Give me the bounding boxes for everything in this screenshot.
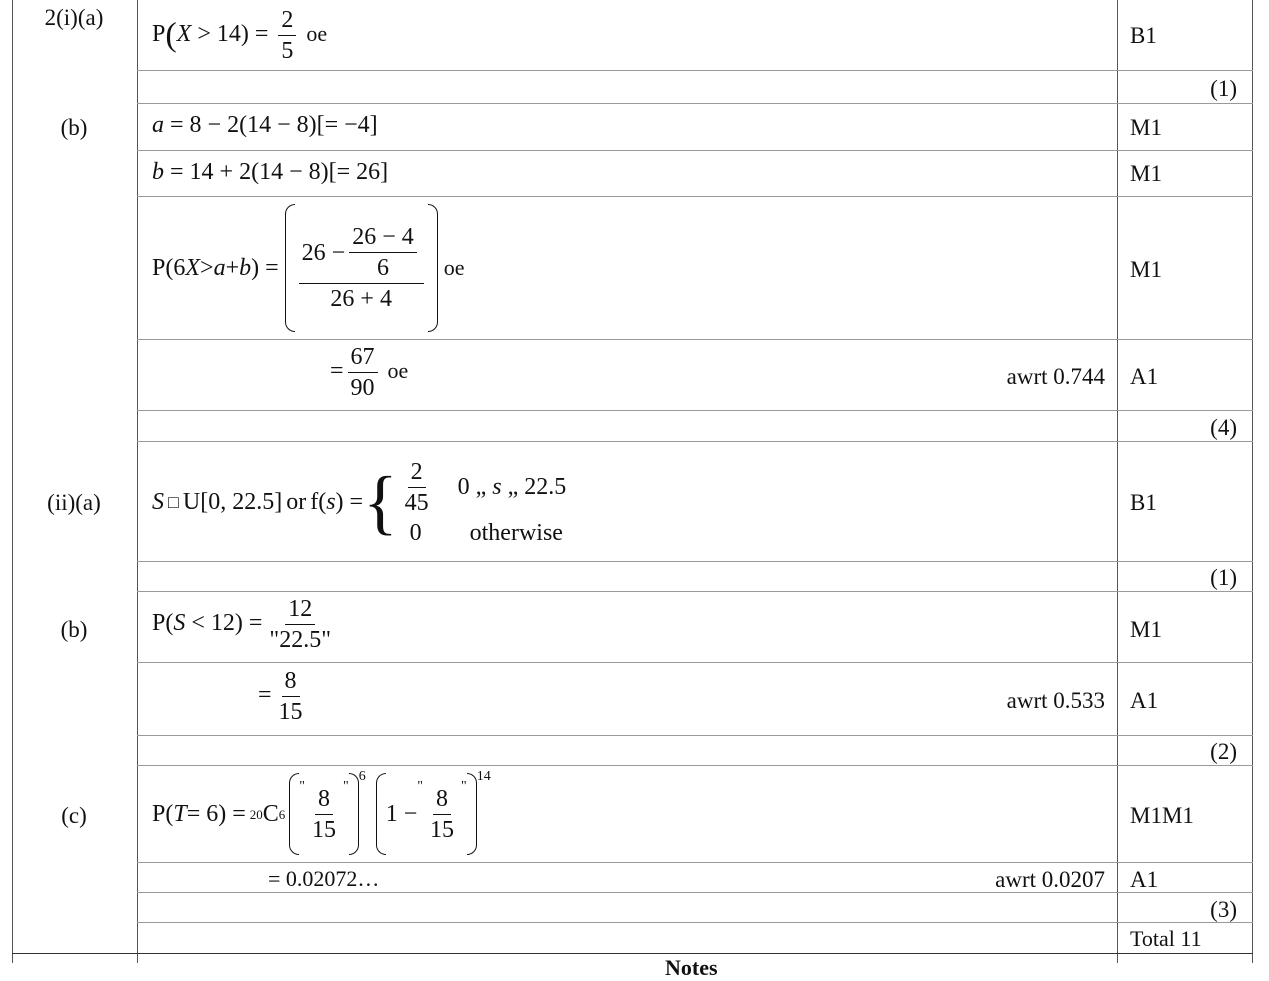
- awrt-note: awrt 0.744: [1006, 364, 1105, 389]
- marks-column-divider: [1117, 0, 1118, 963]
- fraction: $\frac{12}{"22.5"}$: [269, 596, 331, 653]
- bottom-divider: [12, 953, 1253, 954]
- answer-2ia: P(X > 14) = $\frac{2}{5}$ oe: [152, 7, 328, 64]
- fraction: $\frac{8}{15}$: [278, 668, 303, 725]
- row-divider: [137, 892, 1253, 893]
- awrt-note: awrt 0.533: [1006, 688, 1105, 713]
- answer-2ib-b: b = 14 + 2(14 − 8)[= 26]: [152, 159, 389, 185]
- total-marks: Total 11: [1130, 926, 1202, 951]
- fraction: $\frac{8}{15}$: [312, 785, 336, 843]
- notes-heading: Notes: [665, 955, 718, 980]
- row-divider: [137, 561, 1253, 562]
- row-divider: [137, 410, 1253, 411]
- row-divider: [137, 662, 1253, 663]
- right-border: [1252, 0, 1253, 963]
- answer-2ib-a: a = 8 − 2(14 − 8)[= −4]: [152, 112, 378, 138]
- question-label: (b): [60, 115, 88, 140]
- question-column-divider: [137, 0, 138, 963]
- row-divider: [137, 103, 1253, 104]
- mark-code: B1: [1130, 490, 1157, 515]
- subtotal: (1): [1210, 565, 1237, 590]
- row-divider: [137, 735, 1253, 736]
- mark-code: M1M1: [1130, 803, 1194, 828]
- fraction: $\frac{2}{45}$: [404, 458, 429, 516]
- question-label: (c): [61, 803, 87, 828]
- answer-2ib-result: = $\frac{67}{90}$ oe: [330, 344, 409, 401]
- row-divider: [137, 862, 1253, 863]
- answer-2iic-result: = 0.02072…: [268, 866, 380, 891]
- mark-code: M1: [1130, 257, 1162, 282]
- question-label: (b): [60, 617, 88, 642]
- mark-code: A1: [1130, 364, 1159, 389]
- answer-2iib-result: = $\frac{8}{15}$: [258, 669, 310, 724]
- fraction: $\frac{67}{90}$: [348, 345, 378, 400]
- fraction: 26 − $\frac{26 - 4}{6}$ 26 + 4: [299, 225, 424, 311]
- subtotal: (1): [1210, 76, 1237, 101]
- question-label: 2(i)(a): [44, 5, 104, 30]
- answer-2iia: S □ U[0, 22.5] or f( s ) = { $\frac{2}{45}$ 0 „ s „ 22.5 0 otherwise: [152, 458, 567, 546]
- mark-code: M1: [1130, 161, 1162, 186]
- fraction: $\frac{2}{5}$: [278, 8, 296, 63]
- mark-code: M1: [1130, 617, 1162, 642]
- answer-2iib: P(S < 12) = $\frac{12}{"22.5"}$: [152, 597, 338, 652]
- subtotal: (4): [1210, 415, 1237, 440]
- awrt-note: awrt 0.0207: [995, 867, 1105, 892]
- subtotal: (3): [1210, 897, 1237, 922]
- mark-code: B1: [1130, 23, 1157, 48]
- answer-2iic: P( T = 6) = 20 C 6 " $\frac{8}{15}$ " $^6$ 1 − " $\frac{8}{15}$ " $^{14}$: [152, 770, 491, 858]
- row-divider: [137, 922, 1253, 923]
- mark-code: A1: [1130, 867, 1159, 892]
- row-divider: [137, 70, 1253, 71]
- subtotal: (2): [1210, 739, 1237, 764]
- fraction: $\frac{8}{15}$: [429, 785, 454, 843]
- question-label: (ii)(a): [47, 490, 101, 515]
- answer-2ib-p: P(6 X > a + b ) = 26 − $\frac{26 - 4}{6}$ 26 + 4 oe: [152, 203, 465, 333]
- mark-code: M1: [1130, 115, 1162, 140]
- row-divider: [137, 196, 1253, 197]
- left-border: [12, 0, 13, 963]
- row-divider: [137, 765, 1253, 766]
- row-divider: [137, 339, 1253, 340]
- row-divider: [137, 441, 1253, 442]
- mark-code: A1: [1130, 688, 1159, 713]
- row-divider: [137, 150, 1253, 151]
- row-divider: [137, 591, 1253, 592]
